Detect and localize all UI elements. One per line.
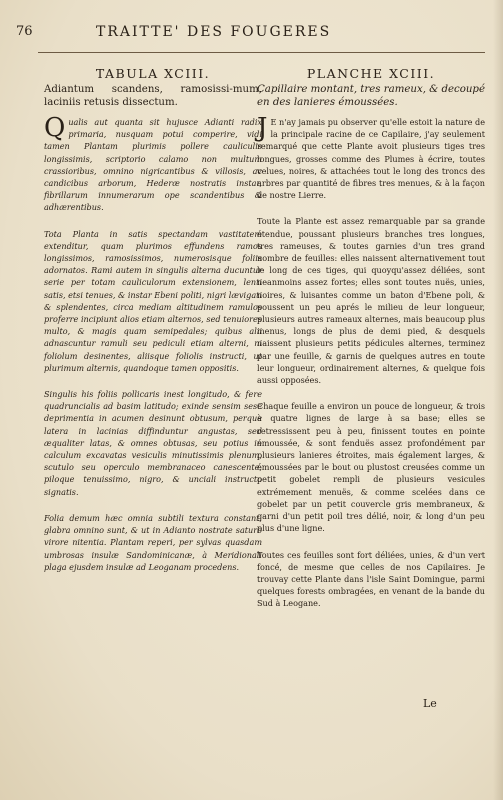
latin-dropcap: Q bbox=[44, 113, 66, 143]
catchword: Le bbox=[423, 697, 437, 710]
french-dropcap: J bbox=[257, 113, 268, 143]
header-rule bbox=[38, 52, 485, 53]
page-edge-shade bbox=[493, 0, 503, 800]
french-column bbox=[257, 66, 485, 624]
french-heading: Capillaire montant, tres rameux, & decoupé en des lanieres émoussées. bbox=[257, 84, 485, 108]
french-paragraph-4: Toutes ces feuilles sont fort déliées, unies, & d'un vert foncé, de mesme que celles de nos Capilaires. Je trouvay cette Plante dans l'isle Saint Domingue, parmi quelques forests ombragées, en venant de la bande du Sud à Leogane. bbox=[257, 549, 485, 609]
french-paragraph-3: Chaque feuille a environ un pouce de longueur, & trois à quatre lignes de large à sa base; elles se retressissent peu à peu, finissent toutes en pointe émoussée, & sont fenduës assez profondément par plusieurs lanieres étroites, mais également larges, & émoussées par le bout ou plustost creusées comme un petit gobelet rempli de plusieurs vesicules extrémement menuës, & comme scelées dans ce gobelet par un petit couvercle gris membraneux, & garni d'un petit poil tres délié, noir, & long d'un peu plus d'une ligne. bbox=[257, 401, 485, 534]
latin-heading: Adiantum scandens, ramosissi-mum, laciniis retusis dissectum. bbox=[44, 84, 262, 108]
latin-table-title: TABULA XCIII. bbox=[95, 66, 211, 81]
french-plate-title: PLANCHE XCIII. bbox=[306, 66, 436, 81]
page-number: 76 bbox=[16, 24, 33, 39]
latin-paragraph-4: Folia demum hæc omnia subtili textura constant, glabra omnino sunt, & ut in Adianto nostrate saturo virore nitentia. Plantam reperi, per sylvas quasdam umbrosas insulæ Sandominicanæ, à Meridionali plaga ejusdem insulæ ad Leoganam procedens. bbox=[44, 512, 262, 572]
latin-paragraph-2: Tota Planta in satis spectandam vastitatem extenditur, quam plurimos effundens ramos longissimos, ramosissimos, numerosisque foliis adornatos. Rami autem in singulis alterna ducuntur serie per totam cauliculorum extensionem, lenti satis, etsi tenues, & instar Ebeni politi, nigri lævigati & splendentes, circa mediam altitudinem ramulos proferre incipiunt alios etiam alternos, sed tenuiores multo, & magis quam semipedales; quibus alii adnascuntur ramuli seu pediculi etiam alterni, ni foliolum desinentes, aliisque foliolis instructi, ut plurimum alternis, quandoque tamen oppositis. bbox=[44, 228, 262, 373]
running-title: TRAITTE' DES FOUGERES bbox=[96, 24, 332, 40]
latin-paragraph-1: Qualis aut quanta sit hujusce Adianti radix primaria, nusquam potui comperire, vidi tamen Plantam plurimis pollere cauliculis longissimis, scriptorio calamo non multum crassioribus, omnino nigricantibus & villosis, ac candicibus arborum, Hederæ nostratis instar, fibrillarum innumerarum ope scandentibus & adhærentibus. bbox=[44, 113, 262, 213]
french-paragraph-1: J E n'ay jamais pu observer qu'elle estoit la nature de la principale racine de ce Capilaire, j'ay seulement remarqué que cette Plante avoit plusieurs tiges tres longues, grosses comme des Plumes à écrire, toutes velues, noires, & attachées tout le long des troncs des arbres par quantité de fibres tres menues, & à la façon de nostre Lierre. bbox=[257, 113, 485, 201]
page-header bbox=[16, 24, 487, 44]
latin-column bbox=[44, 66, 262, 587]
french-paragraph-2: Toute la Plante est assez remarquable par sa grande étendue, poussant plusieurs branches tres longues, tres rameuses, & toutes garnies d'un tres grand nombre de feuilles: elles naissent alternativement tout le long de ces tiges, qui quoyqu'assez déliées, sont neanmoins assez fortes; elles sont toutes nuës, unies, noires, & luisantes comme un baton d'Ebene poli, & poussent un peu aprés le milieu de leur longueur, plusieurs autres rameaux alternes, mais beaucoup plus menus, longs de plus de demi pied, & desquels naissent plusieurs petits pédicules alternes, terminez par une feuille, & garnis de quelques autres en toute leur longueur, ordinairement alternes, & quelque fois aussi opposées. bbox=[257, 216, 485, 386]
latin-paragraph-3: Singulis his foliis pollicaris inest longitudo, & fere quadruncialis ad basim latitudo; exinde sensim sese deprimentia in acumen desinunt obtusum, perque latera in lacinias diffinduntur angustas, sed æqualiter latas, & omnes obtusas, seu potius in calculum excavatas vesiculis minutissimis plenum, scutulo seu operculo membranaceo canescente, piloque tenuissimo, nigro, & unciali instructo signatis. bbox=[44, 389, 262, 497]
